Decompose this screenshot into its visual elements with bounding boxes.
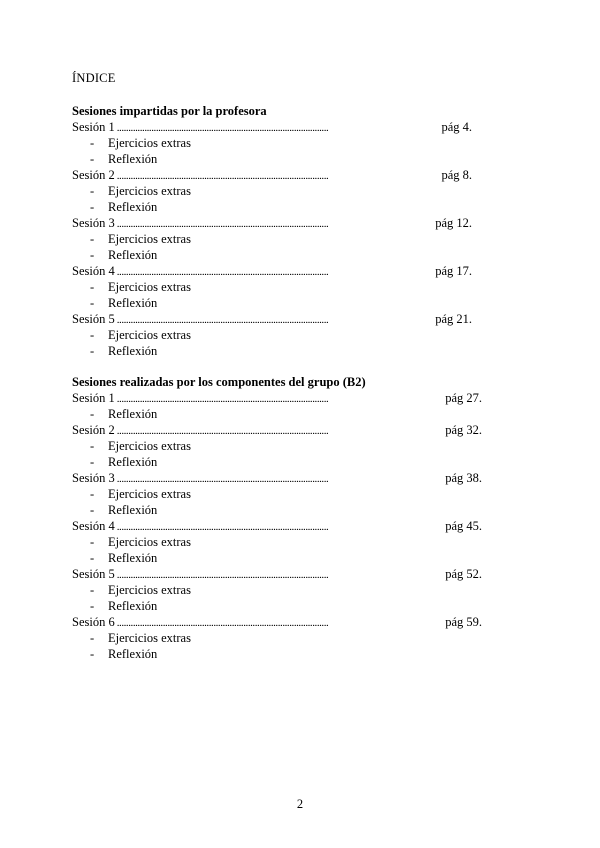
bullet-dash: -: [90, 503, 95, 517]
toc-entry: [72, 215, 472, 231]
page-number: 2: [296, 797, 304, 811]
toc-subitem: [72, 279, 472, 295]
toc-subitem: [72, 343, 472, 359]
bullet-dash: -: [90, 344, 95, 358]
dot-leader: [117, 119, 440, 136]
toc-entry-title: Sesión 5: [72, 567, 115, 581]
bullet-dash: -: [90, 599, 95, 613]
toc-entry: [72, 518, 482, 534]
toc-entry: [72, 167, 472, 183]
entry-list: [72, 119, 472, 359]
bullet-dash: -: [90, 631, 95, 645]
toc-subitem: [72, 502, 482, 518]
toc-entry-title: Sesión 3: [72, 216, 115, 230]
toc-entry-page: pág 32.: [445, 423, 482, 437]
toc-subitem-label: Reflexión: [108, 503, 158, 517]
bullet-dash: -: [90, 136, 95, 150]
toc-entry-title: Sesión 1: [72, 391, 115, 405]
dot-leader: [117, 311, 433, 328]
toc-entry-page: pág 21.: [435, 312, 472, 326]
toc-entry-page: pág 52.: [445, 567, 482, 581]
bullet-dash: -: [90, 152, 95, 166]
toc-subitem-label: Reflexión: [108, 248, 158, 262]
toc-entry-page: pág 8.: [441, 168, 472, 182]
bullet-dash: -: [90, 487, 95, 501]
toc-entry: [72, 470, 482, 486]
dot-leader: [117, 390, 443, 407]
toc-subitem: [72, 534, 482, 550]
toc-subitem: [72, 406, 482, 422]
toc-entry: [72, 390, 482, 406]
toc-subitem-label: Ejercicios extras: [108, 328, 191, 342]
bullet-dash: -: [90, 455, 95, 469]
bullet-dash: -: [90, 407, 95, 421]
toc-entry: [72, 422, 482, 438]
toc-entry-page: pág 38.: [445, 471, 482, 485]
toc-subitem-label: Reflexión: [108, 407, 158, 421]
toc-subitem: [72, 135, 472, 151]
index-title: ÍNDICE: [72, 71, 116, 85]
toc-entry-page: pág 12.: [435, 216, 472, 230]
bullet-dash: -: [90, 535, 95, 549]
toc-entry-page: pág 4.: [441, 120, 472, 134]
bullet-dash: -: [90, 551, 95, 565]
dot-leader: [117, 263, 433, 280]
toc-subitem: [72, 151, 472, 167]
toc-entry-title: Sesión 6: [72, 615, 115, 629]
toc-subitem-label: Reflexión: [108, 296, 158, 310]
bullet-dash: -: [90, 583, 95, 597]
bullet-dash: -: [90, 200, 95, 214]
toc-subitem-label: Reflexión: [108, 455, 158, 469]
toc-entry-page: pág 17.: [435, 264, 472, 278]
bullet-dash: -: [90, 232, 95, 246]
entry-list: [72, 390, 482, 662]
toc-subitem-label: Reflexión: [108, 344, 158, 358]
toc-entry: [72, 311, 472, 327]
dot-leader: [117, 470, 443, 487]
dot-leader: [117, 566, 443, 583]
toc-subitem: [72, 327, 472, 343]
dot-leader: [117, 422, 443, 439]
toc-subitem: [72, 454, 482, 470]
toc-subitem-label: Ejercicios extras: [108, 184, 191, 198]
toc-entry-page: pág 59.: [445, 615, 482, 629]
toc-entry-page: pág 27.: [445, 391, 482, 405]
toc-entry-title: Sesión 1: [72, 120, 115, 134]
bullet-dash: -: [90, 296, 95, 310]
toc-subitem-label: Reflexión: [108, 647, 158, 661]
toc-entry-page: pág 45.: [445, 519, 482, 533]
bullet-dash: -: [90, 184, 95, 198]
toc-subitem-label: Ejercicios extras: [108, 136, 191, 150]
toc-subitem: [72, 438, 482, 454]
bullet-dash: -: [90, 248, 95, 262]
toc-subitem: [72, 231, 472, 247]
toc-subitem: [72, 295, 472, 311]
toc-subitem: [72, 630, 482, 646]
section-heading: Sesiones impartidas por la profesora: [72, 104, 267, 118]
toc-subitem: [72, 199, 472, 215]
toc-subitem-label: Ejercicios extras: [108, 232, 191, 246]
toc-entry-title: Sesión 4: [72, 519, 115, 533]
toc-subitem-label: Reflexión: [108, 200, 158, 214]
toc-subitem: [72, 598, 482, 614]
toc-subitem-label: Reflexión: [108, 551, 158, 565]
dot-leader: [117, 215, 433, 232]
toc-entry: [72, 263, 472, 279]
section-taught-by-teacher: [72, 103, 472, 359]
toc-entry: [72, 119, 472, 135]
toc-subitem-label: Ejercicios extras: [108, 535, 191, 549]
dot-leader: [117, 518, 443, 535]
toc-entry: [72, 566, 482, 582]
dot-leader: [117, 614, 443, 631]
toc-entry-title: Sesión 2: [72, 423, 115, 437]
bullet-dash: -: [90, 280, 95, 294]
toc-entry-title: Sesión 2: [72, 168, 115, 182]
toc-subitem: [72, 582, 482, 598]
toc-subitem-label: Ejercicios extras: [108, 631, 191, 645]
section-by-group-members: [72, 374, 482, 662]
toc-subitem: [72, 183, 472, 199]
toc-subitem: [72, 486, 482, 502]
toc-subitem-label: Ejercicios extras: [108, 280, 191, 294]
toc-subitem-label: Ejercicios extras: [108, 439, 191, 453]
toc-subitem: [72, 550, 482, 566]
toc-subitem: [72, 247, 472, 263]
toc-subitem: [72, 646, 482, 662]
bullet-dash: -: [90, 439, 95, 453]
toc-subitem-label: Reflexión: [108, 152, 158, 166]
bullet-dash: -: [90, 647, 95, 661]
toc-subitem-label: Ejercicios extras: [108, 583, 191, 597]
bullet-dash: -: [90, 328, 95, 342]
dot-leader: [117, 167, 440, 184]
toc-subitem-label: Ejercicios extras: [108, 487, 191, 501]
toc-subitem-label: Reflexión: [108, 599, 158, 613]
toc-entry-title: Sesión 3: [72, 471, 115, 485]
toc-entry-title: Sesión 4: [72, 264, 115, 278]
toc-entry-title: Sesión 5: [72, 312, 115, 326]
toc-entry: [72, 614, 482, 630]
section-heading: Sesiones realizadas por los componentes del grupo (B2): [72, 375, 366, 389]
